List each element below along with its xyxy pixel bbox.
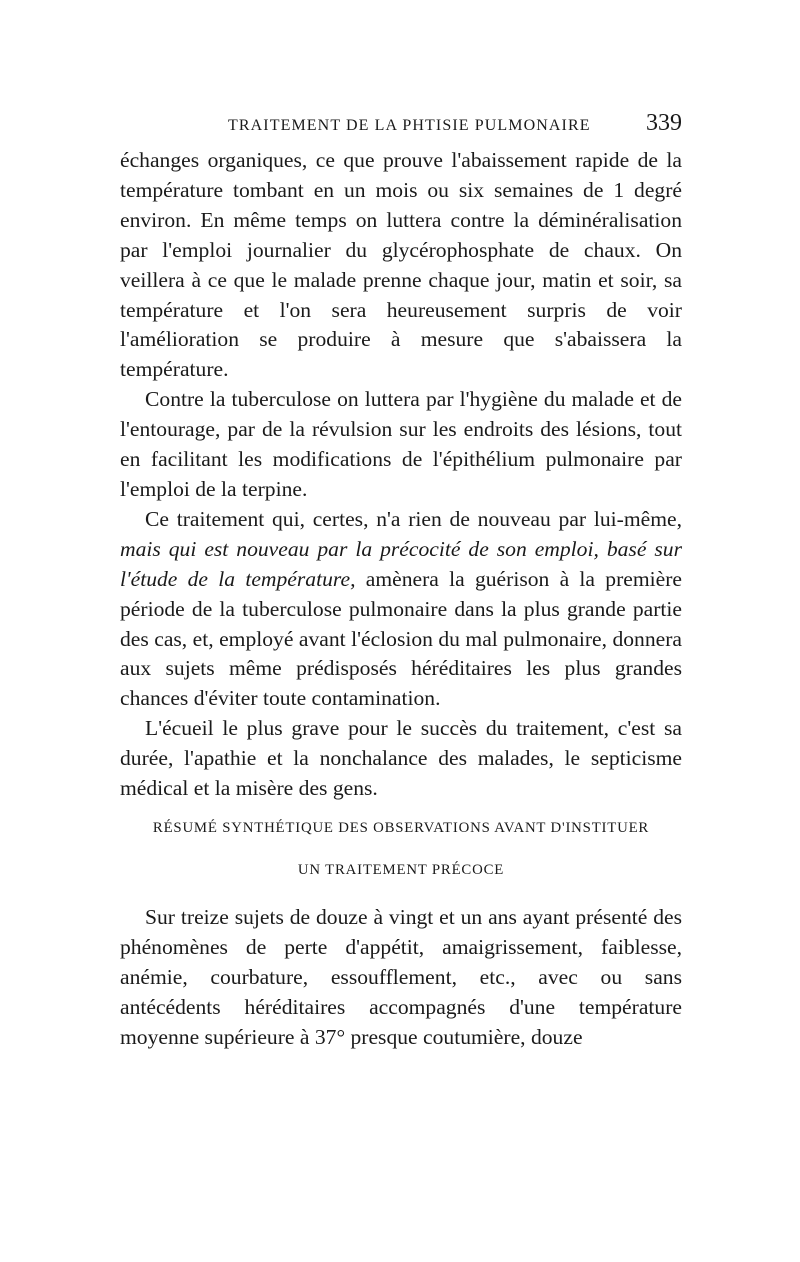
paragraph-traitement-start: Ce traitement qui, certes, n'a rien de nouveau par lui-même, bbox=[145, 506, 682, 531]
page-number: 339 bbox=[646, 110, 682, 136]
paragraph-traitement-end: amènera la guérison à la première période de la tuberculose pulmonaire dans la plus grande partie des cas, et, employé avant l'éclosion du mal pulmonaire, donnera aux sujets même prédisposés héréditaires les plus grandes chances d'éviter toute contamination. bbox=[120, 566, 682, 711]
observations-text-block bbox=[120, 903, 682, 1053]
paragraph-traitement bbox=[120, 505, 682, 714]
paragraph-continued: échanges organiques, ce que prouve l'abaissement rapide de la température tombant en un mois ou six semaines de 1 degré environ. En même temps on luttera contre la déminéralisation par l'emploi journalier du glycérophosphate de chaux. On veillera à ce que le malade prenne chaque jour, matin et soir, sa température et l'on sera heureusement surpris de voir l'amélioration se produire à mesure que s'abaissera la température. bbox=[120, 148, 682, 382]
section-heading-line-1: RÉSUMÉ SYNTHÉTIQUE DES OBSERVATIONS AVANT D'INSTITUER bbox=[152, 820, 650, 836]
main-text-block bbox=[120, 146, 682, 804]
section-heading-line-2: UN TRAITEMENT PRÉCOCE bbox=[297, 862, 505, 878]
paragraph-tuberculose: Contre la tuberculose on luttera par l'hygiène du malade et de l'entourage, par de la révulsion sur les endroits des lésions, tout en facilitant les modifications de l'épithélium pulmonaire par l'emploi de la terpine. bbox=[120, 387, 682, 501]
page-header bbox=[120, 110, 682, 140]
paragraph-ecueil: L'écueil le plus grave pour le succès du traitement, c'est sa durée, l'apathie et la nonchalance des malades, le septicisme médical et la misère des gens. bbox=[120, 716, 682, 801]
italic-emphasis: mais qui est nouveau par la précocité de son emploi, basé sur l'étude de la température, bbox=[120, 536, 682, 591]
paragraph-sujets: Sur treize sujets de douze à vingt et un ans ayant présenté des phénomènes de perte d'appétit, amaigrissement, faiblesse, anémie, courbature, essoufflement, etc., avec ou sans antécédents héréditaires accompagnés d'une température moyenne supérieure à 37° presque coutumière, douze bbox=[120, 905, 682, 1049]
running-title: TRAITEMENT DE LA PHTISIE PULMONAIRE bbox=[228, 117, 591, 134]
